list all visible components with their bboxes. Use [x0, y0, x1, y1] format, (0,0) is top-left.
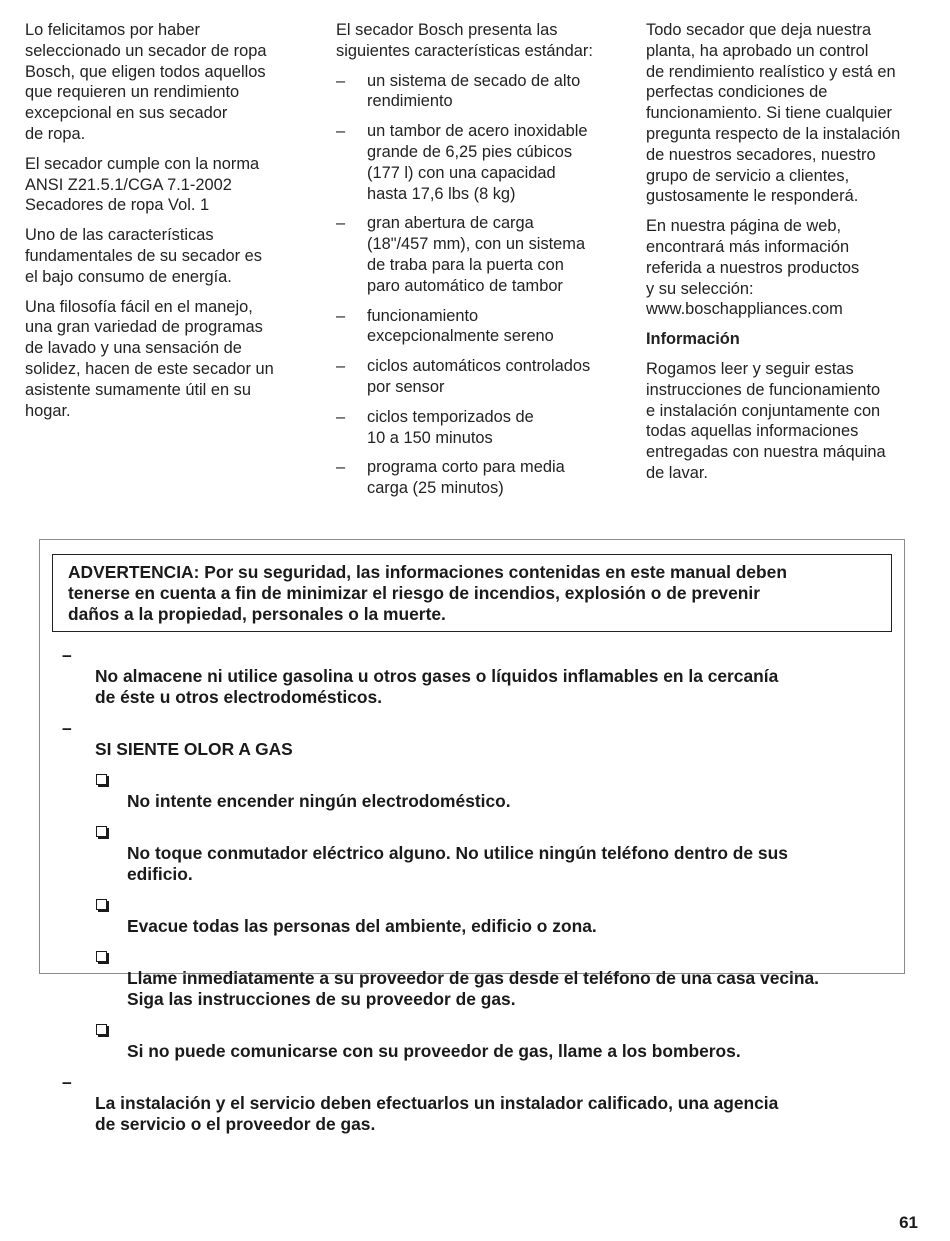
- feature-text: programa corto para media carga (25 minutos): [367, 458, 565, 498]
- feature-text: ciclos automáticos controlados por sensor: [367, 357, 591, 396]
- feature-text: gran abertura de carga (18"/457 mm), con un sistema de traba para la puerta con paro automático de tambor: [367, 214, 586, 295]
- information-heading: Información: [646, 330, 740, 349]
- instructions-paragraph: Rogamos leer y seguir estas instrucciones de funcionamiento e instalación conjuntamente con todas aquellas informaciones entregadas con nuestra máquina de lavar.: [646, 359, 886, 482]
- dash-bullet: –: [336, 306, 346, 325]
- list-item: [336, 407, 622, 449]
- checkbox-icon: [96, 826, 107, 837]
- dash-bullet: –: [336, 122, 346, 141]
- info-column: [646, 20, 928, 493]
- gas-step-text: Llame inmediatamente a su proveedor de gas desde el teléfono de una casa vecina. Siga las instrucciones de su proveedor de gas.: [127, 968, 820, 1009]
- dash-bullet: –: [62, 718, 72, 738]
- dash-bullet: –: [62, 645, 72, 665]
- list-item: [336, 71, 622, 113]
- warning-item-flammables: [62, 645, 902, 708]
- feature-text: funcionamiento excepcionalmente sereno: [367, 306, 554, 346]
- warning-item-installation: [62, 1072, 902, 1135]
- feature-text: un tambor de acero inoxidable grande de 6,25 pies cúbicos (177 l) con una capacidad hasta 17,6 lbs (8 kg): [367, 122, 588, 203]
- checkbox-icon: [96, 1024, 107, 1035]
- gas-step-call-firefighters: [62, 1020, 902, 1062]
- list-item: [336, 457, 622, 499]
- website-paragraph: En nuestra página de web, encontrará más información referida a nuestros productos y su selección: www.boschappliances.com: [646, 217, 860, 319]
- dash-bullet: –: [336, 214, 346, 233]
- warning-item-gas-smell: [62, 718, 902, 760]
- gas-step-text: No intente encender ningún electrodoméstico.: [127, 791, 511, 811]
- warning-text: La instalación y el servicio deben efectuarlos un instalador calificado, una agencia de servicio o el proveedor de gas.: [95, 1093, 779, 1134]
- intro-column: [25, 20, 307, 430]
- warning-text: SI SIENTE OLOR A GAS: [95, 739, 293, 759]
- page-number: 61: [899, 1213, 918, 1232]
- list-item: [336, 121, 622, 204]
- list-item: [336, 306, 622, 348]
- dash-bullet: –: [336, 407, 346, 426]
- gas-step-text: Evacue todas las personas del ambiente, edificio o zona.: [127, 916, 597, 936]
- gas-step-call-supplier: [62, 947, 902, 1010]
- dash-bullet: –: [336, 71, 346, 90]
- list-item: [336, 356, 622, 398]
- checkbox-icon: [96, 899, 107, 910]
- features-intro: El secador Bosch presenta las siguientes características estándar:: [336, 21, 593, 60]
- congratulations-paragraph: Lo felicitamos por haber seleccionado un secador de ropa Bosch, que eligen todos aquellos que requieren un rendimiento excepcional en sus secador de ropa.: [25, 21, 267, 143]
- gas-step-text: No toque conmutador eléctrico alguno. No utilice ningún teléfono dentro de sus edificio.: [127, 843, 788, 884]
- energy-paragraph: Uno de las características fundamentales de su secador es el bajo consumo de energía.: [25, 226, 262, 286]
- warning-header: ADVERTENCIA: Por su seguridad, las informaciones contenidas en este manual deben tenerse en cuenta a fin de minimizar el riesgo de incendios, explosión o de prevenir daños a la propiedad, personales o la muerte.: [52, 554, 892, 632]
- gas-step-text: Si no puede comunicarse con su proveedor de gas, llame a los bomberos.: [127, 1041, 741, 1061]
- gas-step-evacuate: [62, 895, 902, 937]
- dash-bullet: –: [336, 357, 346, 376]
- philosophy-paragraph: Una filosofía fácil en el manejo, una gran variedad de programas de lavado y una sensación de solidez, hacen de este secador un asistente sumamente útil en su hogar.: [25, 297, 274, 420]
- features-list: [336, 71, 622, 499]
- feature-text: ciclos temporizados de 10 a 150 minutos: [367, 407, 534, 447]
- dash-bullet: –: [336, 458, 346, 477]
- gas-step-no-appliance: [62, 770, 902, 812]
- gas-step-no-switch: [62, 822, 902, 885]
- list-item: [336, 213, 622, 296]
- feature-text: un sistema de secado de alto rendimiento: [367, 71, 581, 111]
- warning-list: [62, 645, 902, 1145]
- features-column: [336, 20, 622, 508]
- quality-control-paragraph: Todo secador que deja nuestra planta, ha aprobado un control de rendimiento realístico y está en perfectas condiciones de funcionamiento. Si tiene cualquier pregunta respecto de la instalación de nuestros secadores, nuestro grupo de servicio a clientes, gustosamente le responderá.: [646, 21, 901, 206]
- warning-text: No almacene ni utilice gasolina u otros gases o líquidos inflamables en la cercanía de éste u otros electrodomésticos.: [95, 666, 779, 707]
- checkbox-icon: [96, 951, 107, 962]
- dash-bullet: –: [62, 1072, 72, 1092]
- checkbox-icon: [96, 774, 107, 785]
- norm-paragraph: El secador cumple con la norma ANSI Z21.5.1/CGA 7.1-2002 Secadores de ropa Vol. 1: [25, 154, 260, 215]
